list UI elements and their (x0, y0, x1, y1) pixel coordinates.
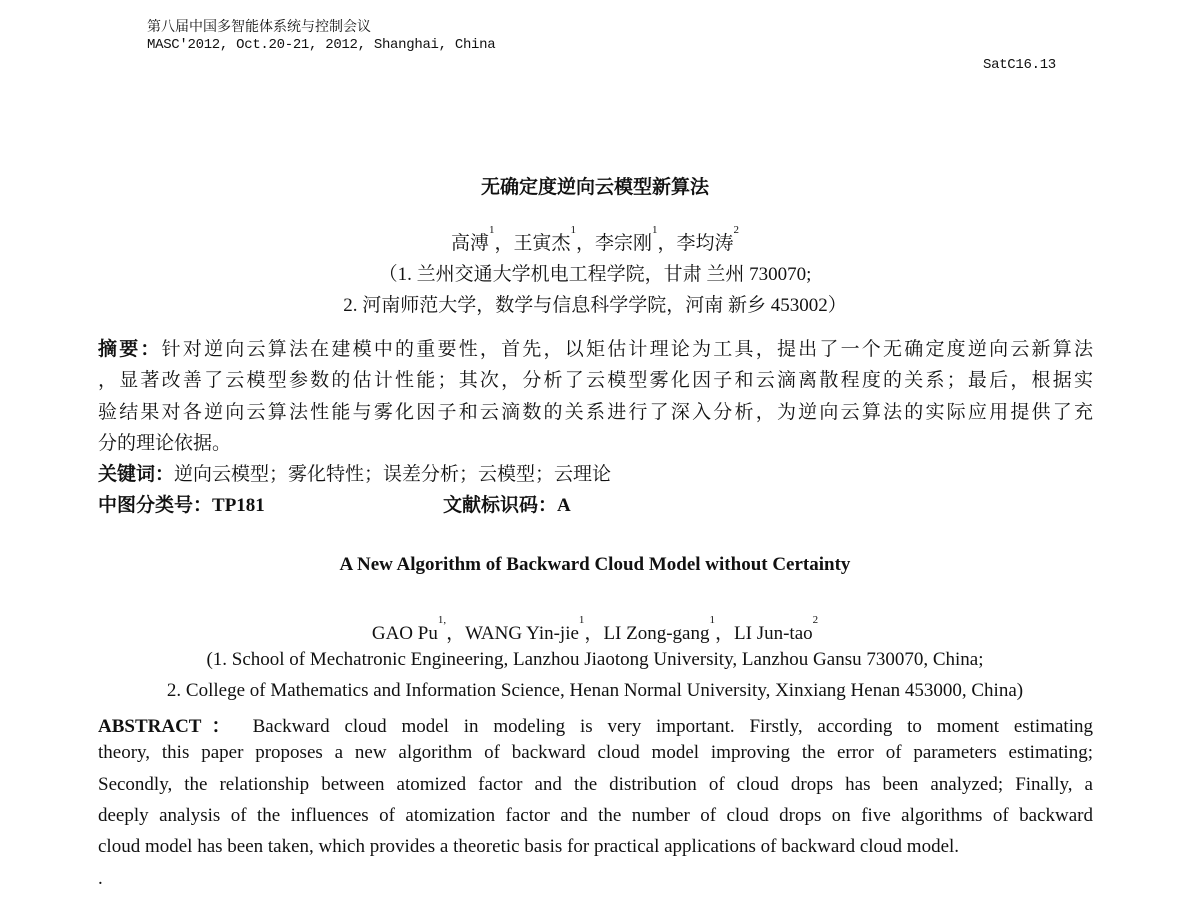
text: Backward cloud model in modeling is very important. Firstly, according to moment estimating (252, 716, 1093, 737)
en-abstract-line: deeply analysis of the influences of atomization factor and the number of cloud drops on five algorithms of backward (98, 805, 1093, 826)
doc-code-value: A (557, 495, 571, 516)
en-authors (0, 614, 1190, 645)
author-sup: 2 (812, 614, 819, 626)
cn-affiliation-2: 2. 河南师范大学，数学与信息科学学院，河南 新乡 453002） (343, 295, 847, 316)
author: LI Zong-gang (603, 623, 710, 644)
en-affiliation-1: (1. School of Mechatronic Engineering, Lanzhou Jiaotong University, Lanzhou Gansu 730070, China; (206, 649, 984, 670)
cn-abstract-line: 分的理论依据。 (98, 433, 232, 454)
author-sup: 1 (652, 224, 658, 236)
clc-label: 中图分类号： (98, 495, 213, 516)
keywords-label: 关键词： (98, 464, 175, 485)
author: LI Jun-tao (734, 623, 813, 644)
clc-value: TP181 (212, 495, 265, 516)
en-abstract-label: ABSTRACT： (98, 716, 241, 737)
author: 李宗刚 (595, 233, 653, 254)
cn-abstract-line: 验结果对各逆向云算法性能与雾化因子和云滴数的关系进行了深入分析，为逆向云算法的实际应用提供了充 (98, 402, 1093, 423)
author-sup: 1, (437, 614, 447, 626)
cn-doc-code (443, 490, 571, 517)
author-sup: 1 (709, 614, 715, 626)
session-code: SatC16.13 (983, 57, 1056, 73)
cn-authors (0, 224, 1190, 255)
cn-keywords (98, 459, 611, 486)
sep: ， (715, 623, 735, 644)
keywords: 逆向云模型；雾化特性；误差分析；云模型；云理论 (174, 464, 612, 485)
sep: ， (575, 233, 595, 254)
cn-title: 无确定度逆向云模型新算法 (480, 177, 709, 198)
author: 李均涛 (676, 233, 734, 254)
sep: ， (584, 623, 604, 644)
en-abstract-line: theory, this paper proposes a new algorithm of backward cloud model improving the error of parameters estimating; (98, 742, 1093, 763)
en-title: A New Algorithm of Backward Cloud Model without Certainty (339, 554, 851, 575)
author-sup: 1 (570, 224, 576, 236)
cn-abstract-line: ，显著改善了云模型参数的估计性能；其次，分析了云模型雾化因子和云滴离散程度的关系；最后，根据实 (98, 370, 1093, 391)
en-abstract-line: cloud model has been taken, which provides a theoretic basis for practical applications of backward cloud model. (98, 836, 960, 857)
cn-abstract-line (98, 334, 1093, 360)
author: GAO Pu (371, 623, 438, 644)
sep: ， (657, 233, 677, 254)
en-abstract-line (98, 711, 1093, 737)
author: WANG Yin-jie (465, 623, 579, 644)
cn-clc (98, 490, 265, 517)
en-affiliation-2: 2. College of Mathematics and Information Science, Henan Normal University, Xinxiang Henan 453000, China) (166, 680, 1024, 701)
conference-name-cn: 第八届中国多智能体系统与控制会议 (147, 20, 371, 35)
author: 高溥 (450, 233, 489, 254)
author-sup: 2 (733, 224, 740, 236)
author-sup: 1 (578, 614, 585, 626)
sep: ， (494, 233, 514, 254)
text: 针对逆向云算法在建模中的重要性，首先，以矩估计理论为工具，提出了一个无确定度逆向云新算法 (161, 339, 1093, 360)
conference-name-en: MASC'2012, Oct.20-21, 2012, Shanghai, China (147, 37, 496, 53)
trailing-dot: . (98, 868, 103, 889)
author: 王寅杰 (513, 233, 571, 254)
cn-affiliation-1: （1. 兰州交通大学机电工程学院，甘肃 兰州 730070; (378, 264, 812, 285)
doc-code-label: 文献标识码： (443, 495, 558, 516)
cn-abstract-label: 摘要： (98, 339, 162, 360)
en-abstract-line: Secondly, the relationship between atomized factor and the distribution of cloud drops has been analyzed; Finally, a (98, 774, 1093, 795)
sep: ， (446, 623, 466, 644)
author-sup: 1 (488, 224, 495, 236)
